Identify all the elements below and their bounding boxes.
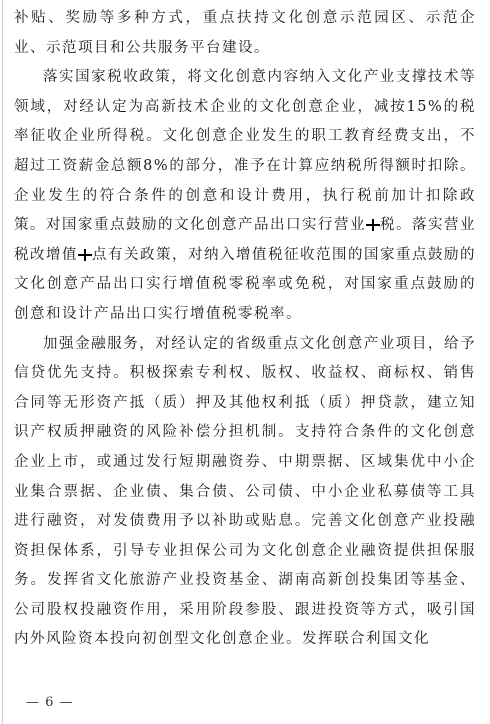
paragraph-text: 加强金融服务，对经认定的省级重点文化创意产业项目，给予信贷优先支持。积极探索专利权、版权、收益权、商标权、销售合同等无形资产抵（质）押及其他权利抵（质）押贷款，建立知识产权质押融资的风险补偿分担机制。支持符合条件的文化创意企业上市，或通过发行短期融资券、中期票据、区域集优中小企业集合票据、企业债、集合债、公司债、中小企业私募债等工具进行融资，对发债费用予以补助或贴息。完善文化创意产业投融资担保体系，引导专业担保公司为文化创意企业融资提供担保服务。发挥省文化旅游产业投资基金、湖南高新创投集团等基金、公司股权投融资作用，采用阶段参股、跟进投资等方式，吸引国内外风险资本投向初创型文化创意企业。发挥联合利国文化 [14,335,476,648]
print-mark-icon [78,249,92,261]
paragraph-tax-policy [14,63,476,329]
page-left-border [2,0,3,724]
paragraph-text: 点有关政策，对纳入增值税征收范围的国家重点鼓励的文化创意产品出口实行增值税零税率或免税，对国家重点鼓励的创意和设计产品出口实行增值税零税率。 [14,246,476,322]
paragraph-financial-services [14,330,476,656]
paragraph-text: 落实国家税收政策，将文化创意内容纳入文化产业支撑技术等领域，对经认定为高新技术企业的文化创意企业，减按15%的税率征收企业所得税。文化创意企业发生的职工教育经费支出，不超过工资薪金总额8%的部分，准予在计算应纳税所得额时扣除。企业发生的符合条件的创意和设计费用，执行税前加计扣除政策。对国家重点鼓励的文化创意产品出口实行营业 [14,69,476,234]
paragraph-text: 税。落实营业税改增值 [14,217,476,263]
page-number: — 6 — [26,695,74,710]
paragraph-demonstration-support [14,4,476,63]
paragraph-text: 补贴、奖励等多种方式，重点扶持文化创意示范园区、示范企业、示范项目和公共服务平台建设。 [14,10,476,56]
print-mark-icon [366,219,380,231]
